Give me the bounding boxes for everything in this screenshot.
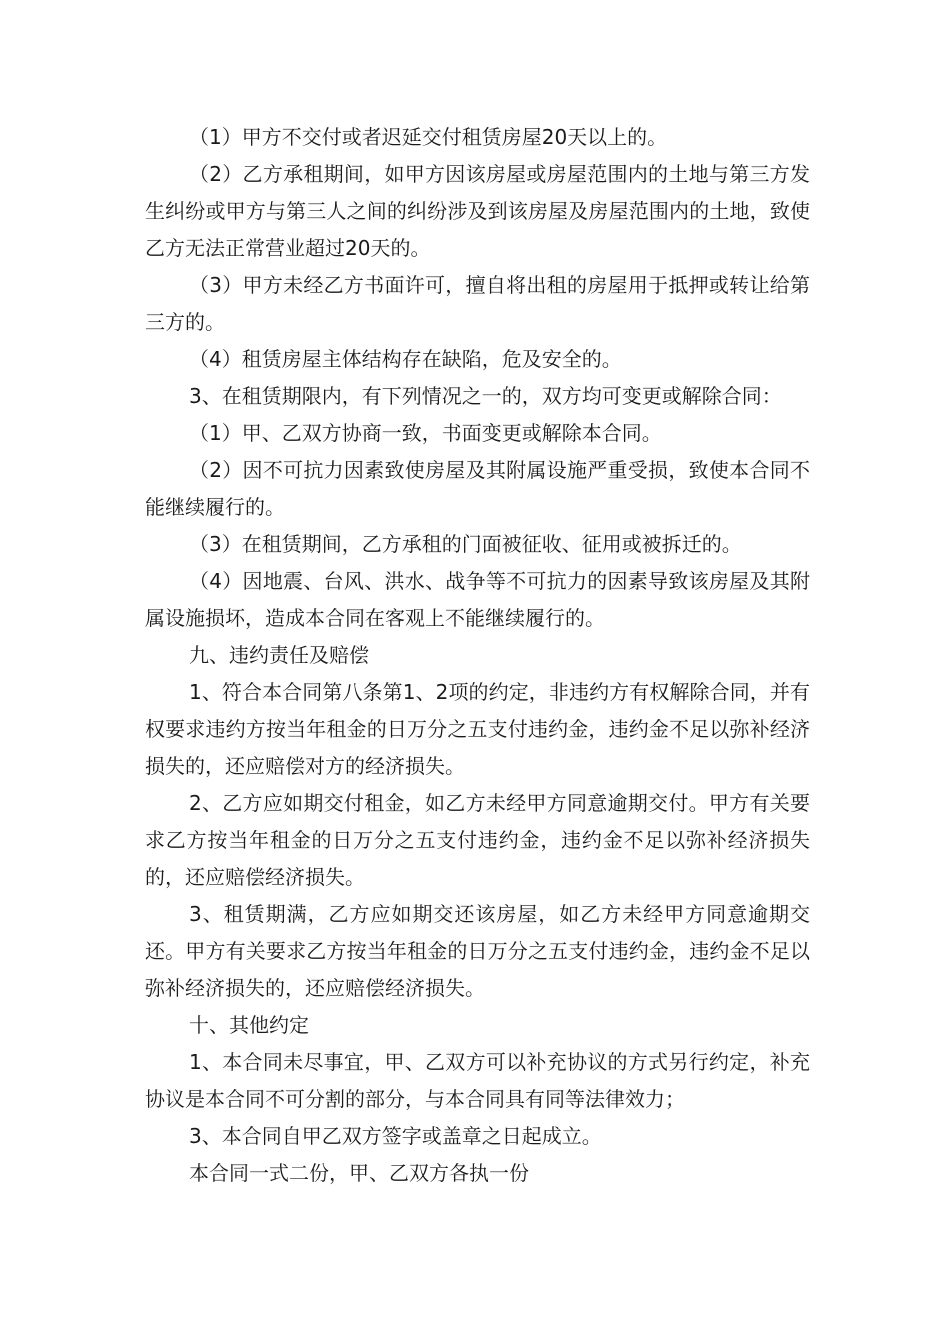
clause-paragraph: 3、本合同自甲乙双方签字或盖章之日起成立。	[189, 1124, 602, 1148]
clause-paragraph: （4）租赁房屋主体结构存在缺陷，危及安全的。	[189, 347, 622, 371]
section-heading: 十、其他约定	[189, 1013, 309, 1037]
clause-paragraph: （3）在租赁期间，乙方承租的门面被征收、征用或被拆迁的。	[189, 532, 742, 556]
clause-paragraph: 1、符合本合同第八条第1、2项的约定，非违约方有权解除合同，并有权要求违约方按当年租金的日万分之五支付违约金，违约金不足以弥补经济损失的，还应赔偿对方的经济损失。	[145, 680, 810, 778]
clause-paragraph: 3、租赁期满，乙方应如期交还该房屋，如乙方未经甲方同意逾期交还。甲方有关要求乙方按当年租金的日万分之五支付违约金，违约金不足以弥补经济损失的，还应赔偿经济损失。	[145, 902, 810, 1000]
clause-paragraph: （1）甲、乙双方协商一致，书面变更或解除本合同。	[189, 421, 662, 445]
clause-paragraph: （2）乙方承租期间，如甲方因该房屋或房屋范围内的土地与第三方发生纠纷或甲方与第三人之间的纠纷涉及到该房屋及房屋范围内的土地，致使乙方无法正常营业超过20天的。	[145, 162, 810, 260]
clause-paragraph: （1）甲方不交付或者迟延交付租赁房屋20天以上的。	[189, 125, 668, 149]
clause-paragraph: 3、在租赁期限内，有下列情况之一的，双方均可变更或解除合同：	[189, 384, 782, 408]
clause-paragraph: （2）因不可抗力因素致使房屋及其附属设施严重受损，致使本合同不能继续履行的。	[145, 458, 810, 519]
document-body	[145, 119, 810, 1192]
closing-paragraph: 本合同一式二份，甲、乙双方各执一份	[189, 1161, 529, 1185]
clause-paragraph: （4）因地震、台风、洪水、战争等不可抗力的因素导致该房屋及其附属设施损坏，造成本合同在客观上不能继续履行的。	[145, 569, 810, 630]
clause-paragraph: 1、本合同未尽事宜，甲、乙双方可以补充协议的方式另行约定，补充协议是本合同不可分割的部分，与本合同具有同等法律效力；	[145, 1050, 810, 1111]
clause-paragraph: 2、乙方应如期交付租金，如乙方未经甲方同意逾期交付。甲方有关要求乙方按当年租金的日万分之五支付违约金，违约金不足以弥补经济损失的，还应赔偿经济损失。	[145, 791, 810, 889]
clause-paragraph: （3）甲方未经乙方书面许可，擅自将出租的房屋用于抵押或转让给第三方的。	[145, 273, 810, 334]
section-heading: 九、违约责任及赔偿	[189, 643, 369, 667]
